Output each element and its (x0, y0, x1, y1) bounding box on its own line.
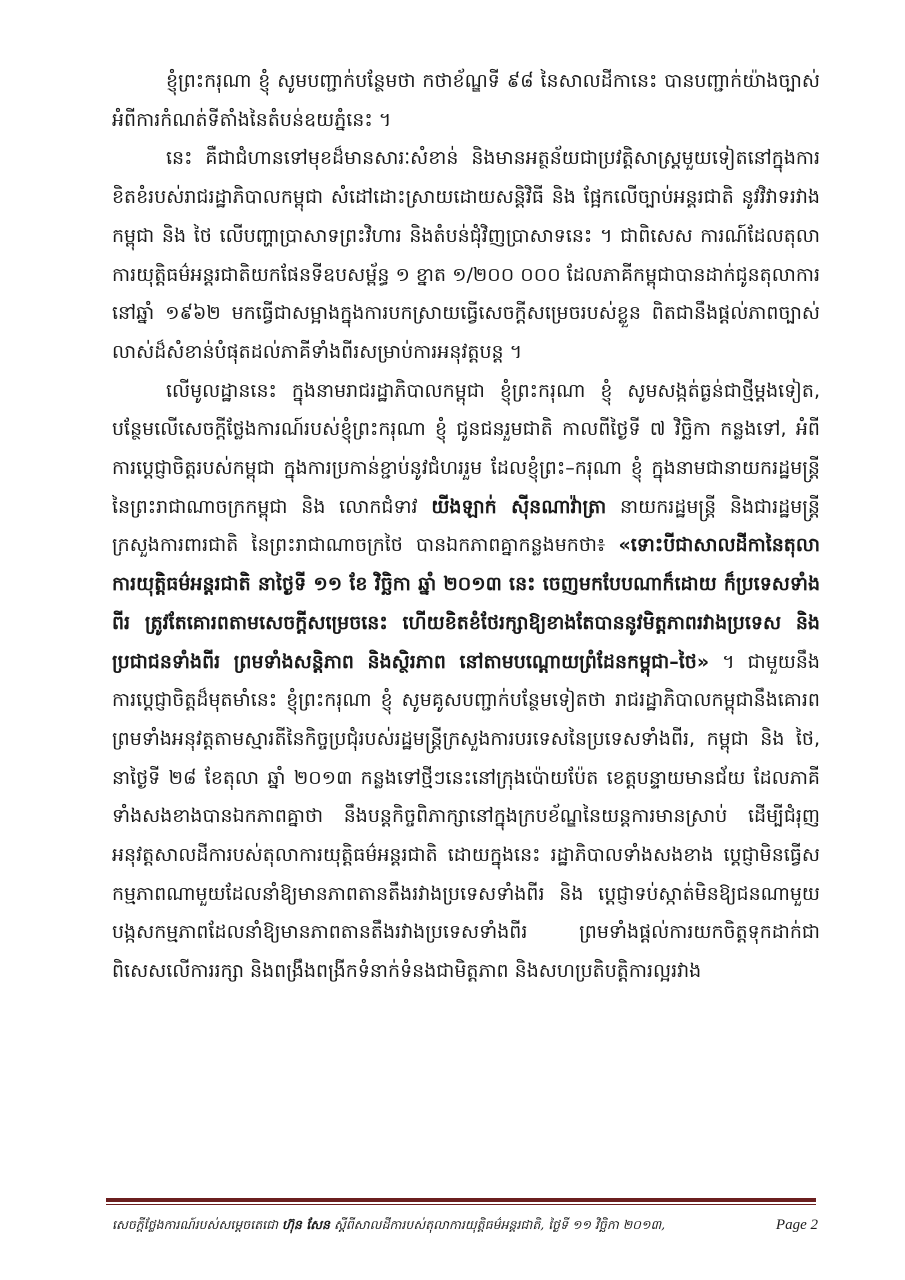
thai-pm-name: យីងឡាក់ ស៊ីនណាវ៉ាត្រា (431, 495, 607, 518)
footer-text-before: សេចក្តីថ្លែងការណ៍របស់សម្តេចតេជោ (112, 1217, 282, 1232)
body-text (112, 62, 820, 1192)
paragraph-3-text-a: លើមូលដ្ឋាននេះ ក្នុងនាមរាជរដ្ឋាភិបាលកម្ពុជា ខ្ញុំព្រះករុណា ខ្ញុំ សូមសង្កត់ធ្ងន់ជាថ្មីម្តងទៀត, បន្ថែមលើសេចក្តីថ្លែងការណ៍របស់ខ្ញុំព្រះករុណា ខ្ញុំ ជូនជនរួមជាតិ កាលពីថ្ងៃទី ៧ វិច្ឆិកា កន្លងទៅ, អំពីការប្តេជ្ញាចិត្តរបស់កម្ពុជា ក្នុងការប្រកាន់ខ្ជាប់នូវជំហររួម ដែលខ្ញុំព្រះ–ករុណា ខ្ញុំ ក្នុងនាមជានាយករដ្ឋមន្ត្រីនៃព្រះរាជាណាចក្រកម្ពុជា និង លោកជំទាវ (112, 379, 820, 518)
footer-rule-thin (106, 1204, 816, 1205)
page-number: Page 2 (775, 1217, 818, 1233)
paragraph-1-text: ខ្ញុំព្រះករុណា ខ្ញុំ សូមបញ្ជាក់បន្ថែមថា កថាខ័ណ្ឌទី ៩៨ នៃសាលដីកានេះ បានបញ្ជាក់យ៉ាងច្បាស់អំពីការកំណត់ទីតាំងនៃតំបន់ឧយភ្នំនេះ ។ (112, 70, 820, 131)
paragraph-3-text-c: ។ ជាមួយនឹងការប្តេជ្ញាចិត្តដ៏មុតមាំនេះ ខ្ញុំព្រះករុណា ខ្ញុំ សូមគូសបញ្ជាក់បន្ថែមទៀតថា រាជរដ្ឋាភិបាលកម្ពុជានឹងគោរព ព្រមទាំងអនុវត្តតាមស្មារតីនៃកិច្ចប្រជុំរបស់រដ្ឋមន្ត្រីក្រសួងការបរទេសនៃប្រទេសទាំងពីរ, កម្ពុជា និង ថៃ, នាថ្ងៃទី ២៨ ខែតុលា ឆ្នាំ ២០១៣ កន្លងទៅថ្មីៗនេះនៅក្រុងប៉ោយប៉ែត ខេត្តបន្ទាយមានជ័យ ដែលភាគីទាំងសងខាងបានឯកភាពគ្នាថា នឹងបន្តកិច្ចពិភាក្សានៅក្នុងក្របខ័ណ្ឌនៃយន្តការមានស្រាប់ ដើម្បីជំរុញអនុវត្តសាលដីការបស់តុលាការយុត្តិធម៌អន្តរជាតិ ដោយក្នុងនេះ រដ្ឋាភិបាលទាំងសងខាង ប្តេជ្ញាមិនធ្វើសកម្មភាពណាមួយដែលនាំឱ្យមានភាពតានតឹងរវាងប្រទេសទាំងពីរ និង ប្តេជ្ញាទប់ស្កាត់មិនឱ្យជនណាមួយបង្កសកម្មភាពដែលនាំឱ្យមានភាពតានតឹងរវាងប្រទេសទាំងពីរ ព្រមទាំងផ្តល់ការយកចិត្តទុកដាក់ជាពិសេសលើការរក្សា និងពង្រឹងពង្រីកទំនាក់ទំនងជាមិត្តភាព និងសហប្រតិបត្តិការល្អរវាង (112, 650, 820, 983)
footer-name: ហ៊ុន សែន (282, 1217, 330, 1232)
paragraph-3 (112, 372, 820, 991)
footer-rule-thick (106, 1198, 816, 1202)
page-footer (112, 1212, 818, 1238)
joint-statement-quote: «ទោះបីជាសាលដីកានៃតុលាការយុត្តិធម៌អន្តរជាតិ នាថ្ងៃទី ១១ ខែ វិច្ឆិកា ឆ្នាំ ២០១៣ នេះ ចេញមកបែបណាក៏ដោយ ក៏ប្រទេសទាំងពីរ ត្រូវតែគោរពតាមសេចក្តីសម្រេចនេះ ហើយខិតខំថែរក្សាឱ្យខាងតែបាននូវមិត្តភាពរវាងប្រទេស និង ប្រជាជនទាំងពីរ ព្រមទាំងសន្តិភាព និងស្ថិរភាព នៅតាមបណ្តោយព្រំដែនកម្ពុជា–ថៃ» (112, 534, 820, 673)
footer-text-after: ស្តីពីសាលដីការបស់តុលាការយុត្តិធម៌អន្តរជាតិ, ថ្ងៃទី ១១ វិច្ឆិកា ២០១៣, (330, 1217, 666, 1232)
paragraph-3-text-b: នាយករដ្ឋមន្ត្រី និងជារដ្ឋមន្ត្រីក្រសួងការពារជាតិ នៃព្រះរាជាណាចក្រថៃ បានឯកភាពគ្នាកន្លងមកថា៖ (112, 495, 820, 557)
paragraph-2 (112, 139, 820, 371)
paragraph-2-text: នេះ គឺជាជំហានទៅមុខដ៏មានសារៈសំខាន់ និងមានអត្ថន័យជាប្រវត្តិសាស្ត្រមួយទៀតនៅក្នុងការខិតខំរបស់រាជរដ្ឋាភិបាលកម្ពុជា សំដៅដោះស្រាយដោយសន្តិវិធី និង ផ្អែកលើច្បាប់អន្តរជាតិ នូវវិវាទរវាងកម្ពុជា និង ថៃ លើបញ្ហាប្រាសាទព្រះវិហារ និងតំបន់ជុំវិញប្រាសាទនេះ ។ ជាពិសេស ការណ៍ដែលតុលាការយុត្តិធម៌អន្តរជាតិយកផែនទីឧបសម្ព័ន្ធ ១ ខ្នាត ១/២០០ ០០០ ដែលភាគីកម្ពុជាបានដាក់ជូនតុលាការនៅឆ្នាំ ១៩៦២ មកធ្វើជាសម្អាងក្នុងការបកស្រាយធ្វើសេចក្តីសម្រេចរបស់ខ្លួន ពិតជានឹងផ្តល់ភាពច្បាស់លាស់ដ៏សំខាន់បំផុតដល់ភាគីទាំងពីរសម្រាប់ការអនុវត្តបន្ត ។ (112, 147, 820, 363)
paragraph-1 (112, 62, 820, 139)
